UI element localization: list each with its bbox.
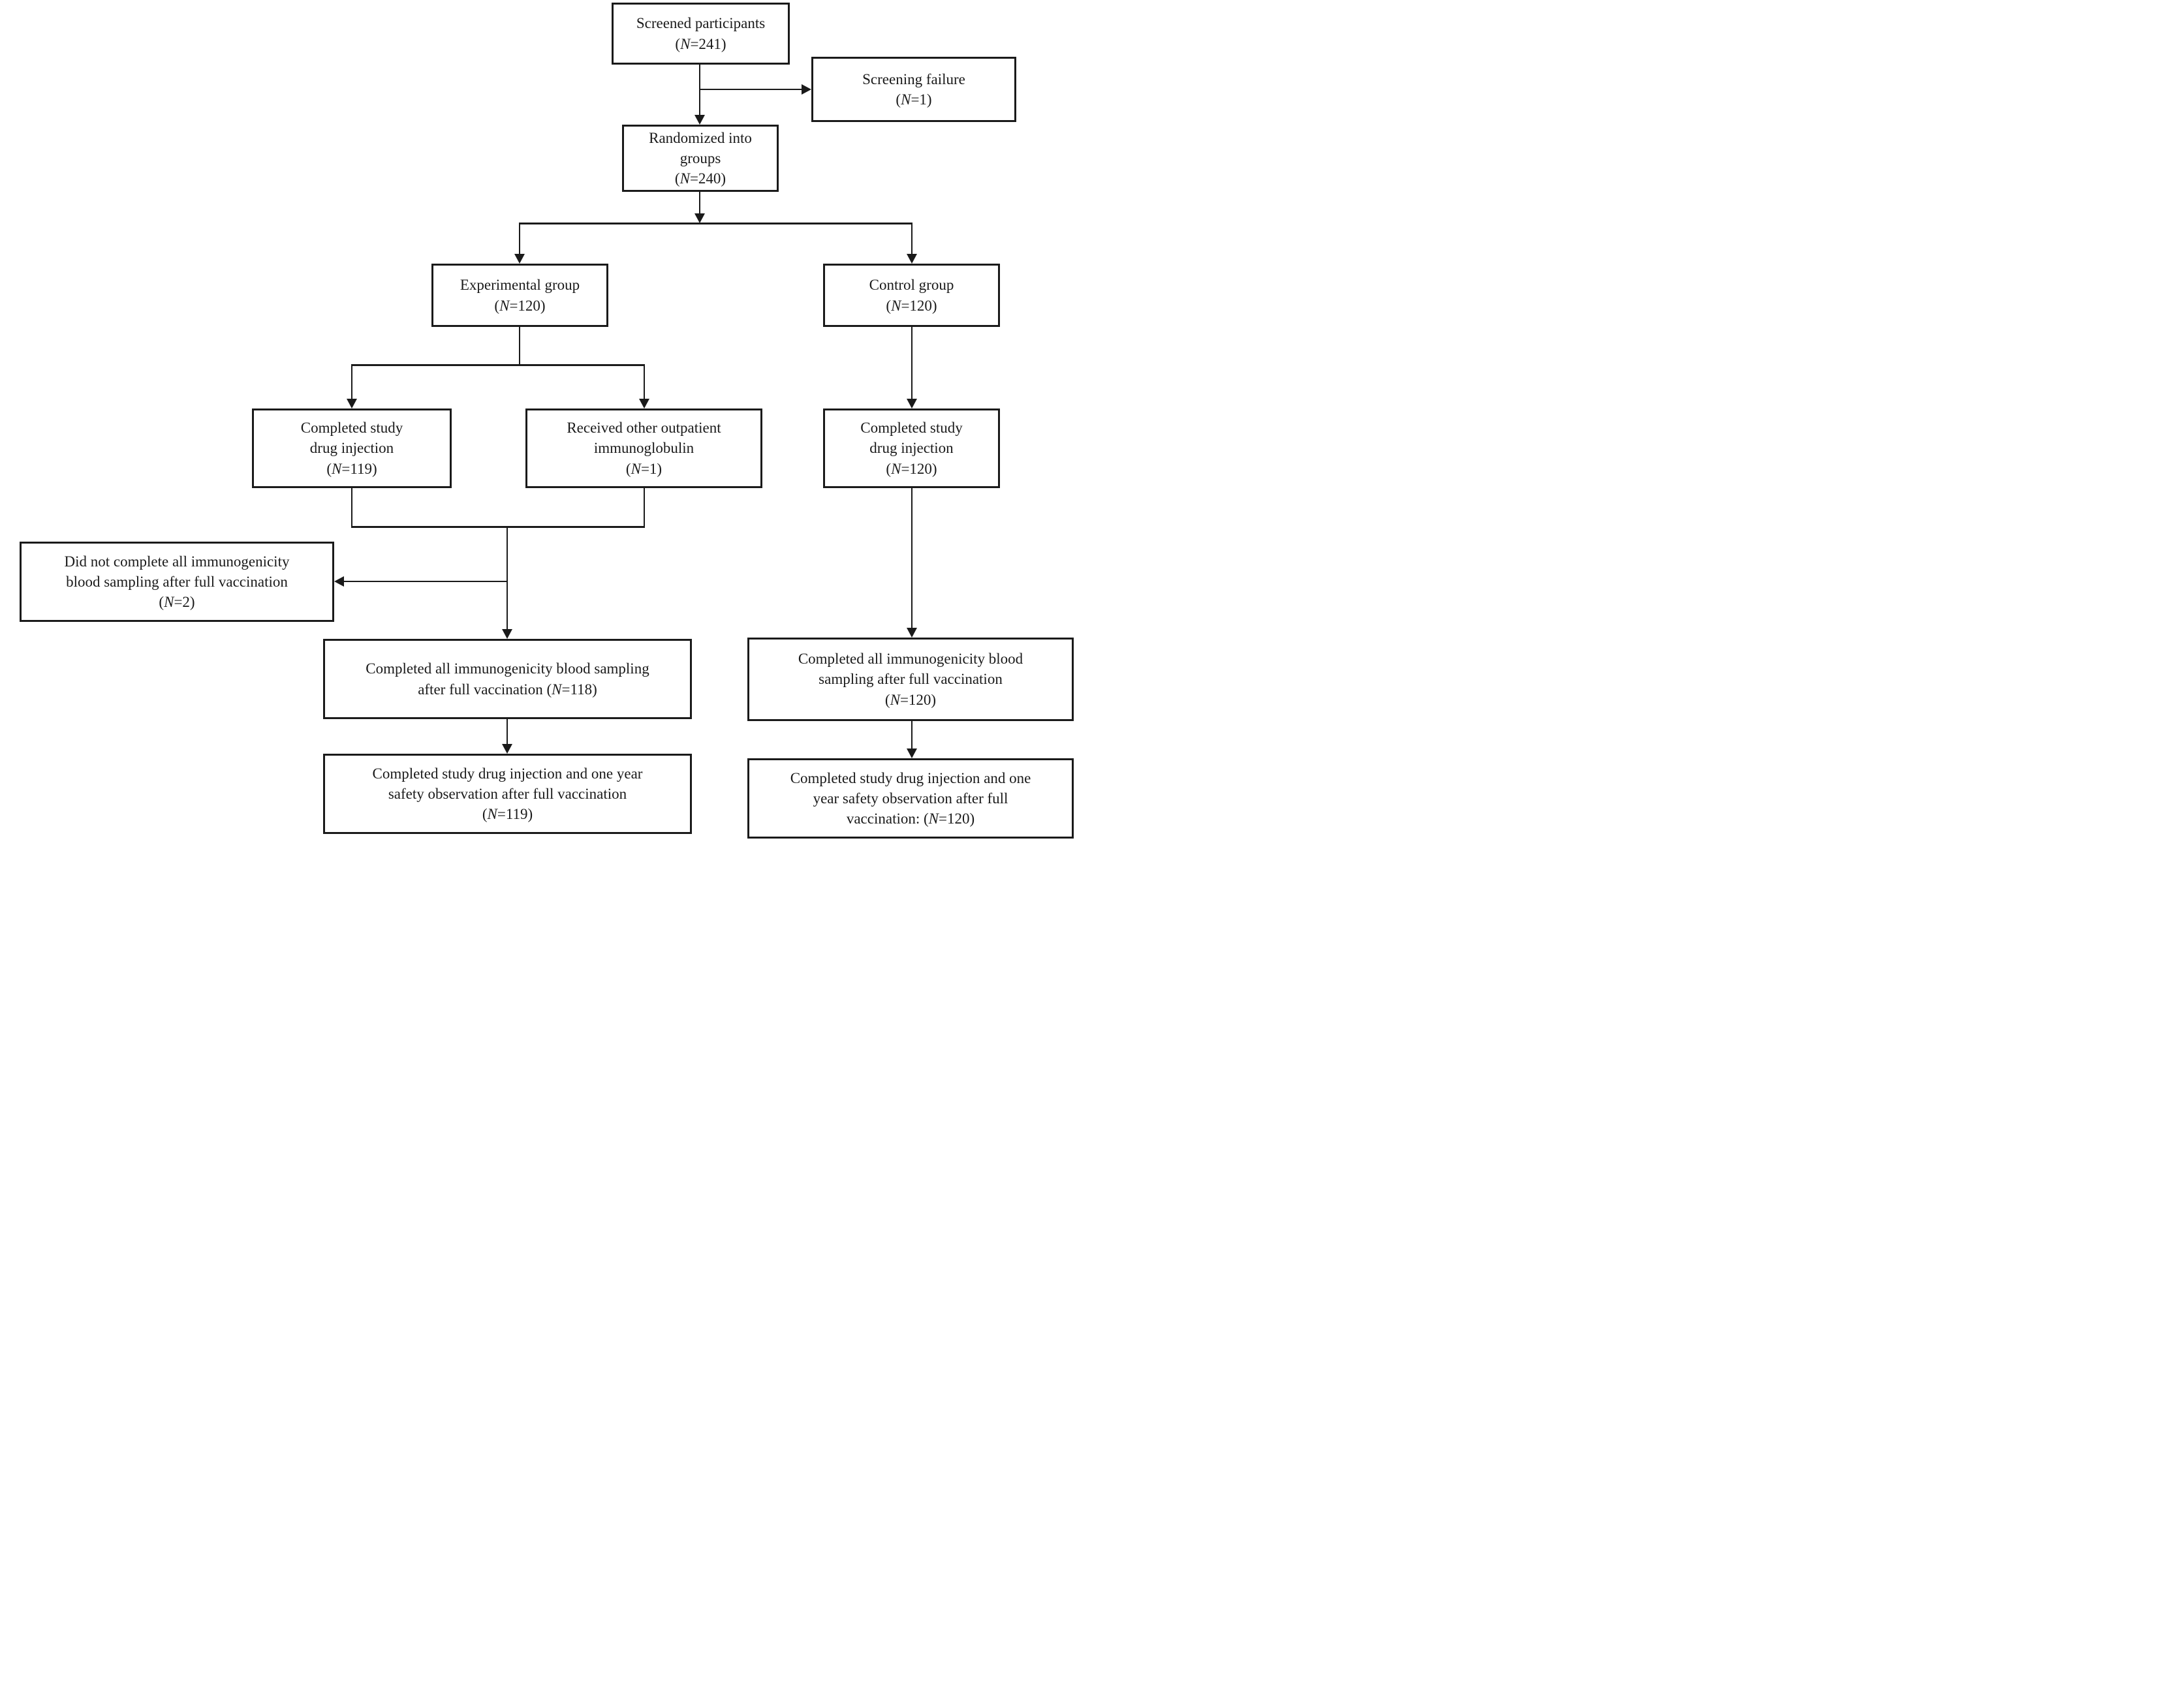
node-label-line: Completed study drug injection and one	[790, 769, 1031, 786]
node-ctrl-completed-injection	[823, 409, 1000, 488]
node-label-line: (N=241)	[675, 35, 726, 52]
connector-subsplit-exp-completed	[351, 365, 352, 399]
connector-experimental-subsplit	[519, 327, 520, 365]
arrowhead-into-exp-completed-injection	[347, 399, 357, 409]
arrowhead-into-exp-completed-sampling	[502, 629, 512, 639]
node-exp-completed-sampling	[323, 639, 692, 719]
subsplit-bar-experimental	[351, 364, 645, 366]
node-label-line: (N=240)	[674, 170, 726, 187]
connector-immunoglobulin-merge	[644, 488, 645, 527]
arrowhead-into-experimental	[514, 254, 525, 264]
node-experimental-group	[431, 264, 608, 327]
node-label-line: (N=120)	[886, 297, 937, 314]
node-label-line: Randomized into	[649, 129, 752, 146]
connector-split-experimental	[519, 224, 520, 254]
merge-bar-experimental	[351, 526, 645, 528]
arrowhead-into-split-bar	[694, 213, 705, 223]
connector-ctrl-completed-sampling	[911, 488, 913, 628]
node-label-line: Did not complete all immunogenicity	[64, 553, 290, 570]
node-label-line: (N=1)	[896, 91, 932, 108]
node-label-line: after full vaccination (N=118)	[418, 681, 597, 698]
node-label-line: Completed study drug injection and one year	[372, 765, 643, 782]
arrowhead-into-received-other-immunoglobulin	[639, 399, 649, 409]
node-randomized	[622, 125, 779, 192]
arrowhead-into-screening-failure	[802, 84, 811, 95]
node-label-line: groups	[679, 149, 721, 166]
node-label-line: Completed study	[300, 420, 403, 437]
connector-branch-screening-failure	[699, 89, 802, 90]
connector-subsplit-immunoglobulin	[644, 365, 645, 399]
node-control-group	[823, 264, 1000, 327]
node-label-line: (N=120)	[884, 691, 937, 708]
node-did-not-complete-sampling	[20, 542, 334, 622]
node-label-line: Completed all immunogenicity blood	[798, 651, 1023, 668]
connector-ctrl-sampling-final	[911, 721, 913, 749]
arrowhead-into-ctrl-completed-sampling	[907, 628, 917, 638]
node-exp-completed-injection	[252, 409, 452, 488]
node-received-other-immunoglobulin	[525, 409, 762, 488]
connector-split-control	[911, 224, 913, 254]
node-label-line: Completed study	[860, 420, 963, 437]
arrowhead-into-exp-safety-observation	[502, 744, 512, 754]
arrowhead-into-ctrl-safety-observation	[907, 748, 917, 758]
node-exp-safety-observation	[323, 754, 692, 834]
connector-randomized-split	[699, 192, 700, 215]
node-label-line: sampling after full vaccination	[819, 671, 1003, 688]
arrowhead-into-control	[907, 254, 917, 264]
connector-branch-dropout	[343, 581, 508, 582]
node-label-line: (N=2)	[159, 594, 195, 611]
node-label-line: year safety observation after full	[813, 790, 1008, 807]
node-screening-failure	[811, 57, 1016, 122]
connector-exp-sampling-final	[507, 719, 508, 745]
flow-diagram	[0, 0, 1092, 840]
arrowhead-into-randomized	[694, 115, 705, 125]
node-label-line: (N=120)	[886, 460, 937, 477]
node-label-line: drug injection	[309, 440, 394, 457]
connector-exp-completed-merge	[351, 488, 352, 527]
node-label-line: Experimental group	[460, 277, 580, 294]
node-label-line: Completed all immunogenicity blood sampling	[366, 660, 649, 677]
node-screened-participants	[612, 3, 790, 65]
split-bar-groups	[519, 223, 913, 224]
node-label-line: Screening failure	[862, 70, 965, 87]
connector-merge-exp-sampling	[507, 527, 508, 630]
arrowhead-into-did-not-complete	[334, 576, 344, 587]
node-label-line: Control group	[869, 277, 954, 294]
connector-control-ctrl-completed	[911, 327, 913, 399]
node-label-line: (N=119)	[482, 806, 533, 823]
node-label-line: Screened participants	[636, 15, 766, 32]
node-ctrl-completed-sampling	[747, 638, 1074, 721]
node-ctrl-safety-observation	[747, 758, 1074, 839]
node-label-line: (N=120)	[494, 297, 546, 314]
node-label-line: drug injection	[869, 440, 954, 457]
arrowhead-into-ctrl-completed-injection	[907, 399, 917, 409]
node-label-line: immunoglobulin	[593, 440, 694, 457]
node-label-line: Received other outpatient	[567, 420, 721, 437]
node-label-line: safety observation after full vaccination	[388, 785, 627, 802]
node-label-line: blood sampling after full vaccination	[66, 573, 288, 590]
node-label-line: (N=119)	[326, 460, 377, 477]
node-label-line: vaccination: (N=120)	[846, 810, 975, 827]
node-label-line: (N=1)	[625, 460, 663, 477]
